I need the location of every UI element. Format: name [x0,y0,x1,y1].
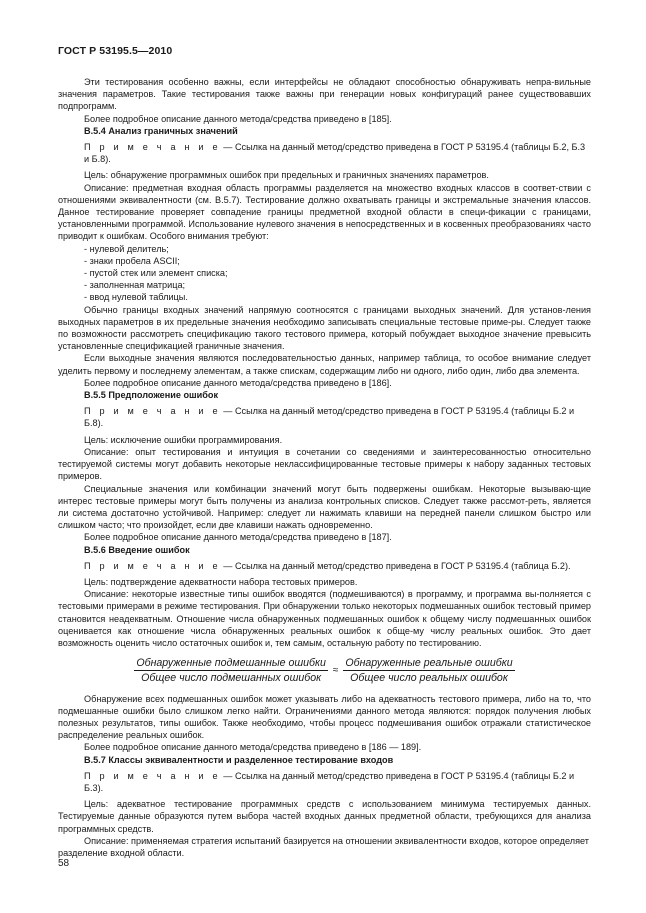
reference-b55: Более подробное описание данного метода/средства приведено в [187]. [84,532,392,543]
paragraph-b54-sequences: Если выходные значения являются последовательностью данных, например таблица, то особое внимание следует уделить первому и последнему элементам, а также спискам, содержащим либо ни одного, либо один, либо два элемента. [58,353,591,376]
note-text: — Ссылка на данный метод/средство приведена в ГОСТ Р 53195.4 (таблицы Б.2, Б.3 и Б.8). [84,142,586,165]
note-text: — Ссылка на данный метод/средство приведена в ГОСТ Р 53195.4 (таблицы Б.2 и Б.8). [84,406,575,429]
list-item: - знаки пробела ASCII; [84,255,180,266]
reference-paragraph: Более подробное описание данного метода/средства приведено в [185]. [84,113,392,124]
description-b55: Описание: опыт тестирования и интуиция в сочетании со сведениями и заинтересованностью относительно тестируемой системы могут добавить некоторые неклассифицированные тестовые примеры к набору заданных тестовых примеров. [58,446,591,482]
section-heading-b55: B.5.5 Предположение ошибок [84,390,219,401]
note-b54 [58,141,591,165]
paragraph-b54-boundaries: Обычно границы входных значений напрямую соотносятся с границами выходных значений. Для установ-ления выходных параметров в их предельные значения необходимо записывать специальные тестовые приме-ры. Следует также по возможности рассмотреть спецификацию такого тестового примера, который побуждает выходное значение превысить установленные спецификацией граничные значения. [58,304,591,352]
page-number: 58 [58,858,70,869]
section-heading-b57: B.5.7 Классы эквивалентности и разделенное тестирование входов [84,754,394,765]
reference-b54: Более подробное описание данного метода/средства приведено в [186]. [84,377,392,388]
list-item: - заполненная матрица; [84,280,186,291]
reference-b56: Более подробное описание данного метода/средства приведено в [186 — 189]. [84,742,422,753]
section-heading-b54: B.5.4 Анализ граничных значений [84,125,238,136]
note-label: П р и м е ч а н и е [84,560,221,571]
section-heading-b56: B.5.6 Введение ошибок [84,544,190,555]
approx-sign: ≈ [332,664,339,676]
goal-b56: Цель: подтверждение адекватности набора тестовых примеров. [84,576,358,587]
paragraph-b55-special-values: Специальные значения или комбинации значений могут быть подвержены ошибкам. Некоторые вызываю-щие интерес тестовые примеры могут быть получены из анализа контрольных списков. Следует также рассмот-реть, является ли система достаточно устойчивой. Например: следует ли нажимать клавиши на передней панели слишком быстро или слишком часто; что произойдет, если две клавиши нажать одновременно. [58,483,591,531]
paragraph-b56-detection: Обнаружение всех подмешанных ошибок может указывать либо на адекватность тестового примера, либо на то, что подмешанные ошибки было слишком легко найти. Ограничениями данного метода являются: порядок получения любых полезных результатов, типы ошибок. Также необходимо, чтобы процесс подмешивания ошибок отражали статистическое распределение реальных ошибок. [58,693,591,741]
document-body [58,76,591,859]
list-item: - нулевой делитель; [84,243,169,254]
note-b57 [58,770,591,794]
intro-paragraph: Эти тестирования особенно важны, если интерфейсы не обладают способностью обнаруживать непра-вильные значения параметров. Такие тестирования также важны при генерации новых конфигураций ранее существовавших подпрограмм. [58,77,591,112]
note-text: — Ссылка на данный метод/средство приведена в ГОСТ Р 53195.4 (таблица Б.2). [220,560,571,571]
right-numerator: Обнаруженные реальные ошибки [343,657,514,671]
note-label: П р и м е ч а н и е [84,142,221,153]
standard-header: ГОСТ Р 53195.5—2010 [58,45,173,57]
note-b56 [58,560,591,572]
right-fraction [343,657,514,684]
goal-b57: Цель: адекватное тестирование программных средств с использованием минимума тестируемых данных. Тестируемые данные образуются путем выбора частей входных данных предметной области, требующихся для анализа программных средств. [58,799,591,834]
left-numerator: Обнаруженные подмешанные ошибки [134,657,327,671]
note-b55 [58,405,591,429]
left-denominator: Общее число подмешанных ошибок [141,672,322,685]
list-item: - ввод нулевой таблицы. [84,292,188,303]
error-ratio-formula [58,657,591,684]
note-text: — Ссылка на данный метод/средство приведена в ГОСТ Р 53195.4 (таблицы Б.2 и Б.3). [84,770,575,793]
left-fraction [134,657,327,684]
list-item: - пустой стек или элемент списка; [84,268,228,279]
description-b56: Описание: некоторые известные типы ошибок вводятся (подмешиваются) в программу, и программа вы-полняется с тестовыми примерами в режиме тестирования. При обнаружении только некоторых подмешанных ошибок тестовый пример становится неадекватным. Отношение числа обнаруженных подмешанных ошибок к общему числу подмешанных ошибок оценивается как отношение числа обнаруженных реальных ошибок к обще-му числу реальных ошибок. Это дает возможность оценить число остаточных ошибок и, тем самым, остальную работу по тестированию. [58,589,591,648]
description-b54: Описание: предметная входная область программы разделяется на множество входных классов в соответ-ствии с отношениями эквивалентности (см. В.5.7). Тестирование должно охватывать границы и экстремальные значения классов. Данное тестирование проверяет совпадение границы предметной входной области в специ-фикации с границами, установленными программой. Использование нулевого значения в непосредственных и в косвенных преобразованиях часто приводит к ошибкам. Особого внимания требуют: [58,182,591,242]
goal-b54: Цель: обнаружение программных ошибок при предельных и граничных значениях параметров. [84,170,489,181]
note-label: П р и м е ч а н и е [84,406,221,417]
description-b57: Описание: применяемая стратегия испытаний базируется на отношении эквивалентности входов, которое определяет разделение входной области. [58,835,589,858]
note-label: П р и м е ч а н и е [84,770,221,781]
right-denominator: Общее число реальных ошибок [350,672,508,685]
goal-b55: Цель: исключение ошибки программирования. [84,434,283,445]
